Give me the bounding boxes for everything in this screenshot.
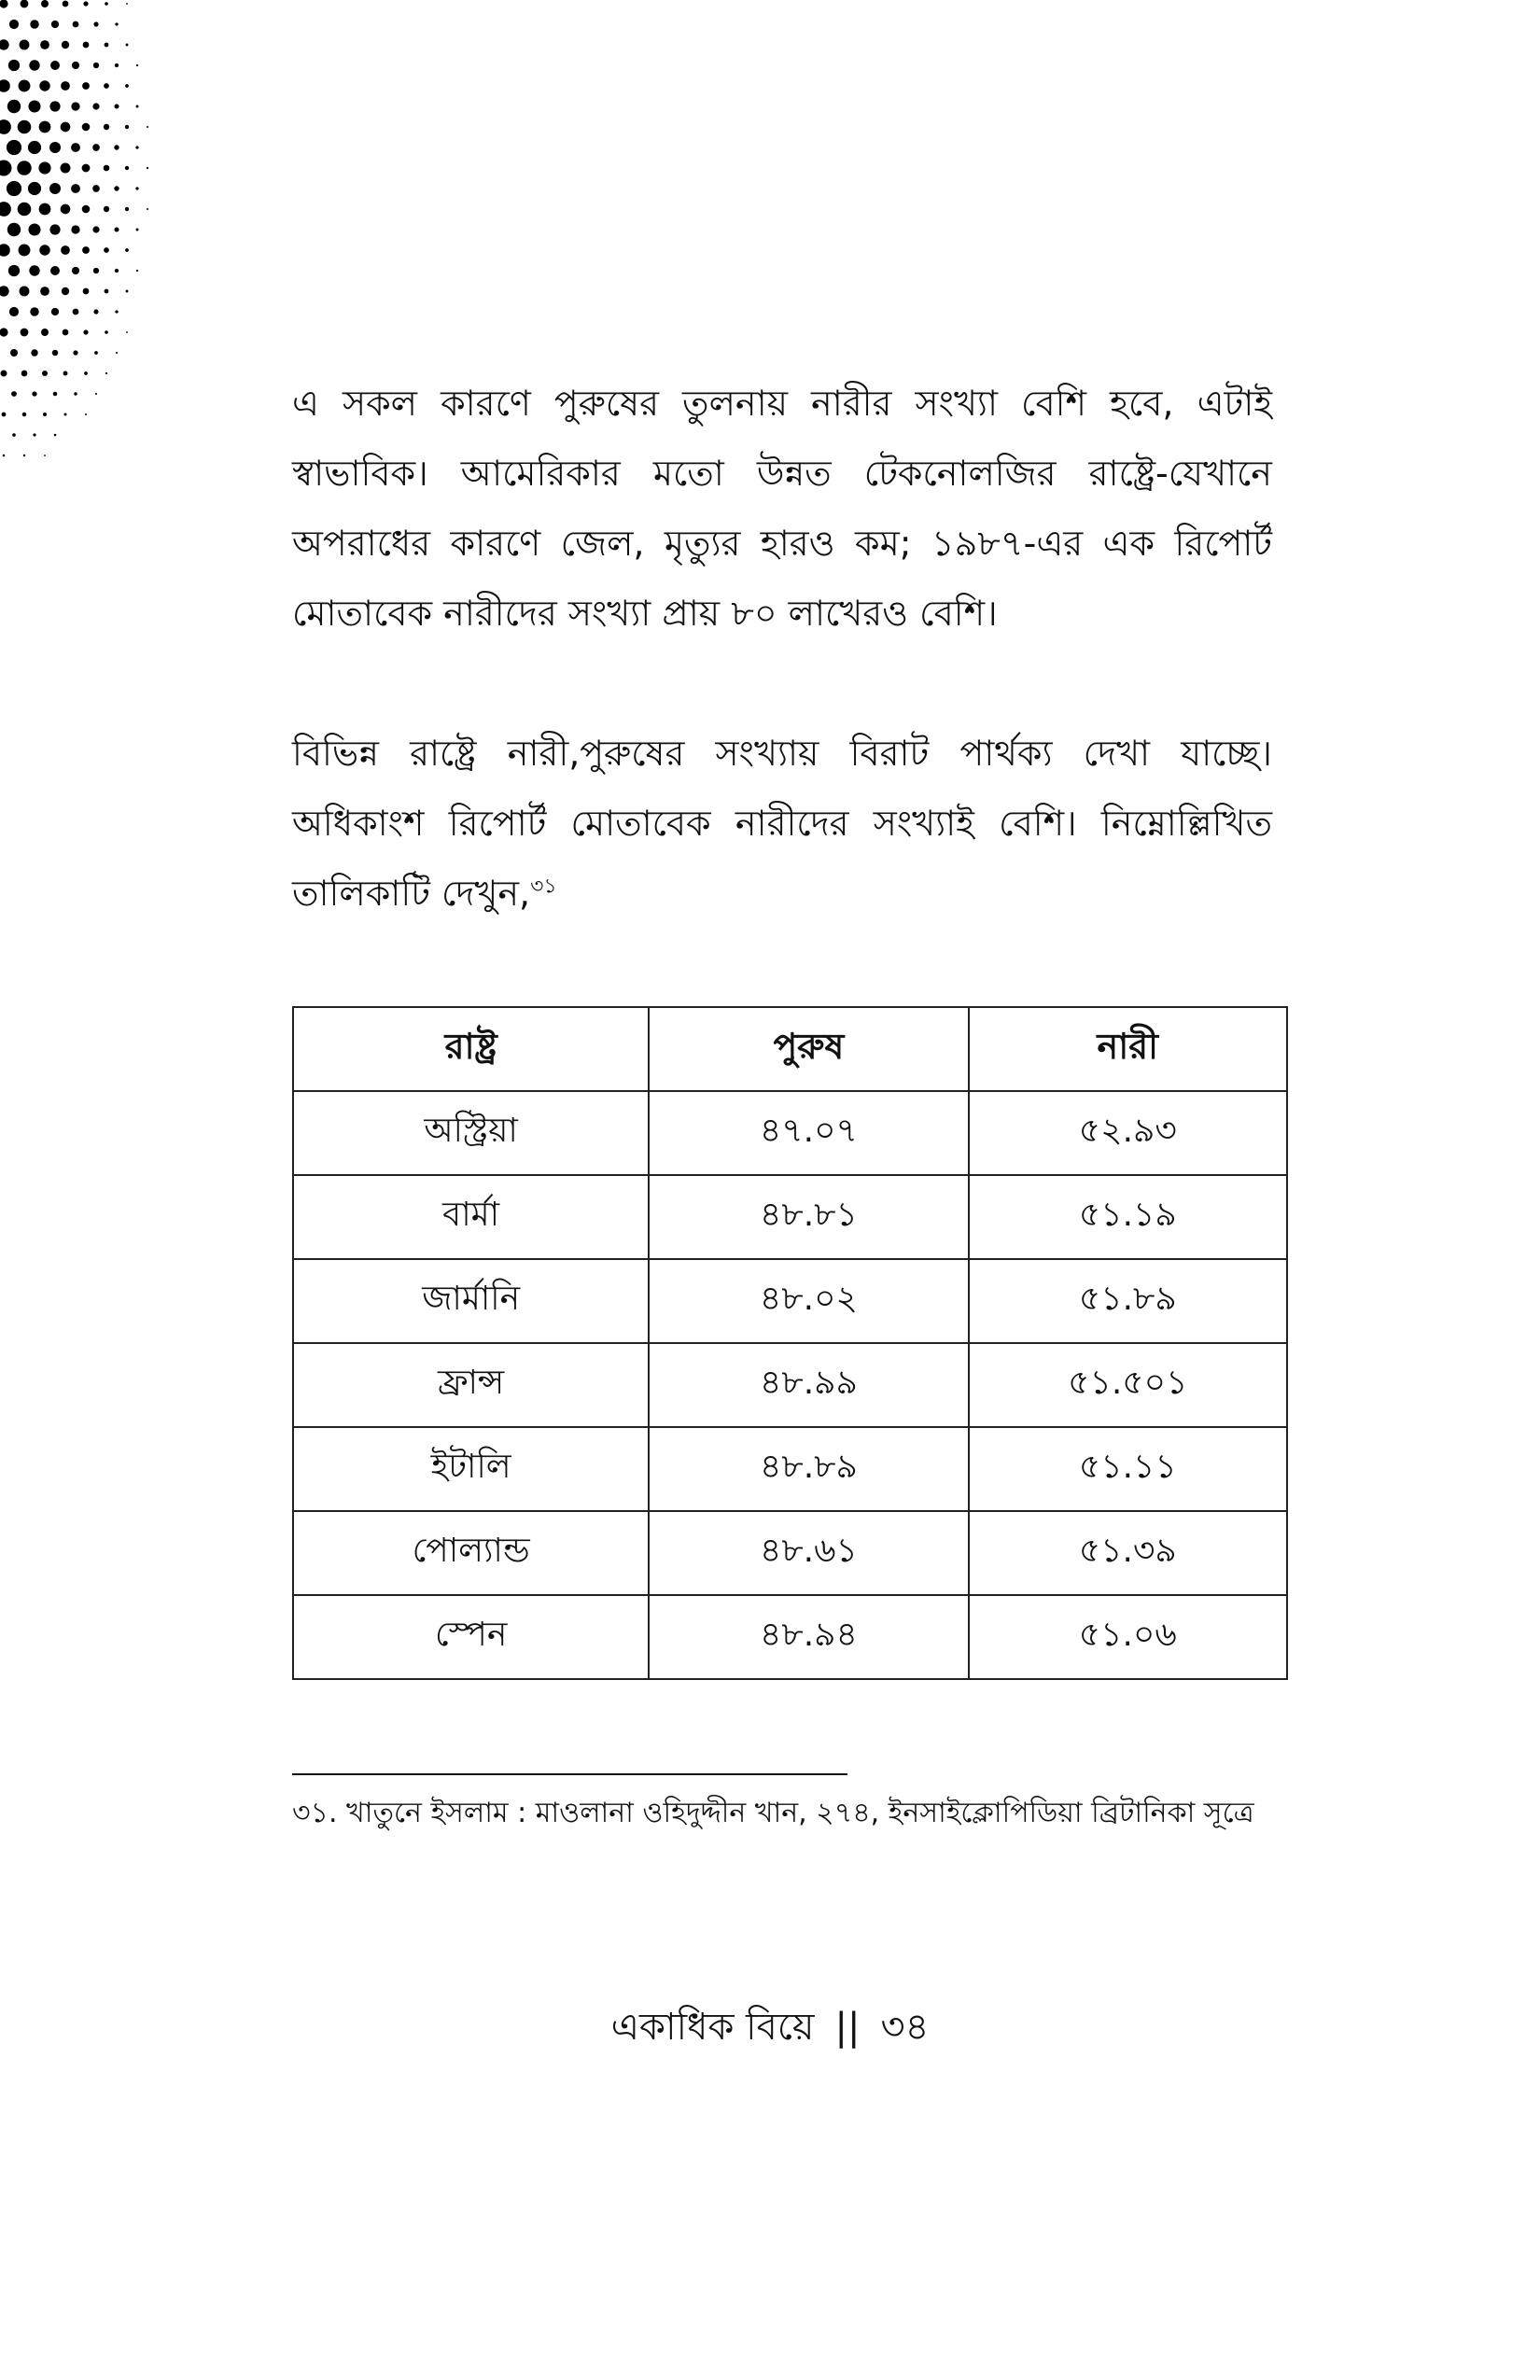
halftone-dot [8,265,20,276]
halftone-dot [126,3,128,5]
halftone-dot [82,164,91,173]
book-title: একাধিক বিয়ে [610,2006,815,2049]
cell-female: ৫১.১১ [969,1427,1287,1511]
halftone-dot [82,123,91,132]
halftone-dot [114,227,119,231]
halftone-dot [8,60,20,71]
halftone-dot [39,121,51,133]
halftone-dot [11,391,17,397]
halftone-dot [125,84,129,88]
cell-country: ফ্রান্স [293,1343,649,1427]
table-row [293,1427,1287,1511]
halftone-dot [94,351,98,355]
header-male: পুরুষ [649,1007,968,1091]
footnote-31: ৩১. খাতুনে ইসলাম : মাওলানা ওহিদুদ্দীন খান, ২৭৪, ইনসাইক্লোপিডিয়া ব্রিটানিকা সূত্রে [292,1797,1254,1829]
halftone-dot [0,161,12,176]
halftone-dot [44,455,46,456]
cell-female: ৫১.৮৯ [969,1259,1287,1343]
cell-male: ৪৮.৮৯ [649,1427,968,1511]
halftone-dot [54,434,57,437]
table-row [293,1511,1287,1595]
table-row [293,1091,1287,1175]
cell-country: স্পেন [293,1595,649,1679]
body-paragraph-2 [292,719,1272,929]
halftone-dot [93,309,98,314]
halftone-dot [136,229,139,231]
halftone-dot [125,207,129,211]
halftone-dot [22,413,27,417]
halftone-dot [125,125,129,129]
cell-country: পোল্যান্ড [293,1511,649,1595]
cell-female: ৫১.৩৯ [969,1511,1287,1595]
halftone-dot [114,145,119,149]
halftone-dot [1,371,7,377]
halftone-dot [71,225,79,233]
halftone-dot [93,21,98,26]
halftone-dot [72,62,79,69]
halftone-dot [115,269,119,273]
halftone-dot [39,245,49,255]
halftone-dot [0,286,9,296]
halftone-dot [53,392,58,397]
halftone-dot [29,265,39,275]
cell-male: ৪৮.০২ [649,1259,968,1343]
halftone-dot [63,371,68,376]
halftone-dot [63,1,69,7]
halftone-dot [61,245,70,255]
halftone-dot [42,371,48,376]
halftone-dot [30,307,38,315]
halftone-dot [49,224,60,234]
halftone-dot [105,330,108,334]
halftone-dot [0,244,10,257]
gender-ratio-table [292,1006,1288,1680]
halftone-dot-decoration [0,0,280,560]
halftone-dot [116,352,118,354]
halftone-dot [105,372,107,374]
halftone-dot [63,413,66,415]
halftone-dot [0,119,11,134]
halftone-dot [50,61,60,70]
cell-male: ৪৮.৬১ [649,1511,968,1595]
halftone-dot [71,184,80,193]
halftone-dot [83,42,90,49]
halftone-dot [12,433,16,437]
halftone-dot [104,247,109,253]
halftone-dot [0,79,10,92]
table-row [293,1595,1287,1679]
halftone-dot [23,455,25,456]
halftone-dot [61,204,71,215]
halftone-dot [92,103,99,109]
halftone-dot [7,140,21,155]
halftone-dot [147,167,148,169]
halftone-dot [18,203,32,217]
halftone-dot [0,202,11,217]
halftone-dot [28,100,40,112]
halftone-dot [93,63,99,68]
halftone-dot [115,22,118,25]
halftone-dot [21,0,29,7]
halftone-dot [126,290,129,293]
halftone-dot [93,268,99,273]
cell-country: বার্মা [293,1175,649,1259]
page-footer [0,1997,1540,2060]
halftone-dot [63,329,69,336]
halftone-dot [7,223,21,236]
halftone-dot [49,183,61,194]
halftone-dot [17,161,31,175]
halftone-dot [9,307,19,316]
footnote-divider [292,1773,847,1775]
cell-male: ৪৮.৯৯ [649,1343,968,1427]
halftone-dot [31,349,37,356]
halftone-dot [18,120,32,134]
halftone-dot [52,350,58,356]
halftone-dot [19,245,31,257]
halftone-dot [39,203,51,216]
halftone-dot [85,413,87,415]
cell-female: ৫১.১৯ [969,1175,1287,1259]
halftone-dot [136,64,138,66]
halftone-dot [30,20,38,28]
halftone-dot [135,146,138,148]
halftone-dot [92,144,100,151]
halftone-dot [115,63,119,67]
halftone-dot [7,181,21,196]
cell-female: ৫১.৫০১ [969,1343,1287,1427]
halftone-dot [82,205,91,214]
halftone-dot [73,309,79,315]
halftone-dot [114,104,119,108]
halftone-dot [72,267,79,274]
halftone-dot [126,44,129,47]
cell-male: ৪৭.০৭ [649,1091,968,1175]
cell-country: অস্ট্রিয়া [293,1091,649,1175]
halftone-dot [104,124,109,130]
halftone-dot [28,223,40,235]
halftone-dot [10,349,18,357]
halftone-dot [62,41,69,49]
cell-male: ৪৮.৮১ [649,1175,968,1259]
halftone-dot [125,166,129,170]
halftone-dot [49,142,61,153]
halftone-dot [74,392,77,395]
table-row [293,1343,1287,1427]
page-number: ৩৪ [880,2006,930,2049]
table-row [293,1175,1287,1259]
halftone-dot [28,141,41,154]
halftone-dot [49,101,60,111]
halftone-dot [40,287,49,296]
halftone-dot [50,266,60,275]
table-header-row [293,1007,1287,1091]
halftone-dot [73,350,77,355]
halftone-dot [82,246,90,254]
header-female: নারী [969,1007,1287,1091]
halftone-dot [83,288,90,295]
halftone-dot [136,105,139,108]
cell-female: ৫১.০৬ [969,1595,1287,1679]
halftone-dot [135,187,138,189]
halftone-dot [71,143,80,152]
cell-country: জার্মানি [293,1259,649,1343]
halftone-dot [20,40,30,50]
halftone-dot [51,21,59,28]
halftone-dot [83,329,88,334]
halftone-dot [19,80,31,92]
halftone-dot [0,39,9,49]
halftone-dot [147,126,148,128]
halftone-dot [21,371,28,377]
halftone-dot [2,413,7,417]
halftone-dot [104,165,110,172]
halftone-dot [84,371,88,375]
halftone-dot [83,1,88,6]
body-paragraph-2-text: বিভিন্ন রাষ্ট্রে নারী,পুরুষের সংখ্যায় বিরাট পার্থক্য দেখা যাচ্ছে। অধিকাংশ রিপোর্ট মোতাবেক নারীদের সংখ্যাই বেশি। নিম্নোল্লিখিত তালিকাটি দেখুন, [292,733,1272,914]
body-paragraph-1: এ সকল কারণে পুরুষের তুলনায় নারীর সংখ্যা বেশি হবে, এটাই স্বাভাবিক। আমেরিকার মতো উন্নত টেকনোলজির রাষ্ট্রে-যেখানে অপরাধের কারণে জেল, মৃত্যুর হারও কম; ১৯৮৭-এর এক রিপোর্ট মোতাবেক নারীদের সংখ্যা প্রায় ৮০ লাখেরও বেশি। [292,383,1272,634]
halftone-dot [21,329,29,337]
table-row [293,1259,1287,1343]
halftone-dot [147,208,148,210]
halftone-dot [105,2,108,6]
halftone-dot [92,185,100,192]
header-country: রাষ্ট্র [293,1007,649,1091]
halftone-dot [82,82,90,90]
halftone-dot [61,163,71,174]
halftone-dot [105,43,109,48]
halftone-dot [0,0,8,8]
halftone-dot [51,308,59,315]
halftone-dot [104,83,109,89]
halftone-dot [32,391,36,396]
halftone-dot [95,393,97,395]
halftone-dot [9,20,19,29]
halftone-dot [62,287,69,295]
halftone-dot [28,182,41,195]
halftone-dot [39,80,49,91]
halftone-dot [38,161,50,174]
halftone-dot [125,248,129,252]
cell-female: ৫২.৯৩ [969,1091,1287,1175]
halftone-dot [43,413,47,416]
halftone-dot [136,270,138,272]
halftone-dot [40,40,49,49]
footnote-reference-31: ৩১ [530,875,557,899]
halftone-dot [7,100,21,113]
halftone-dot [61,122,71,133]
halftone-dot [104,206,109,212]
halftone-dot [115,310,118,313]
halftone-dot [29,60,39,70]
halftone-dot [33,433,35,436]
halftone-dot [73,21,79,28]
cell-male: ৪৮.৯৪ [649,1595,968,1679]
footer-separator: || [834,2006,861,2049]
halftone-dot [126,331,128,333]
halftone-dot [92,226,99,232]
halftone-dot [41,0,49,7]
halftone-dot [114,186,119,190]
halftone-dot [41,329,49,336]
halftone-dot [105,289,109,294]
cell-country: ইটালি [293,1427,649,1511]
halftone-dot [61,81,70,91]
halftone-dot [3,455,6,457]
halftone-dot [0,328,8,336]
halftone-dot [71,102,79,110]
halftone-dot [20,287,30,297]
